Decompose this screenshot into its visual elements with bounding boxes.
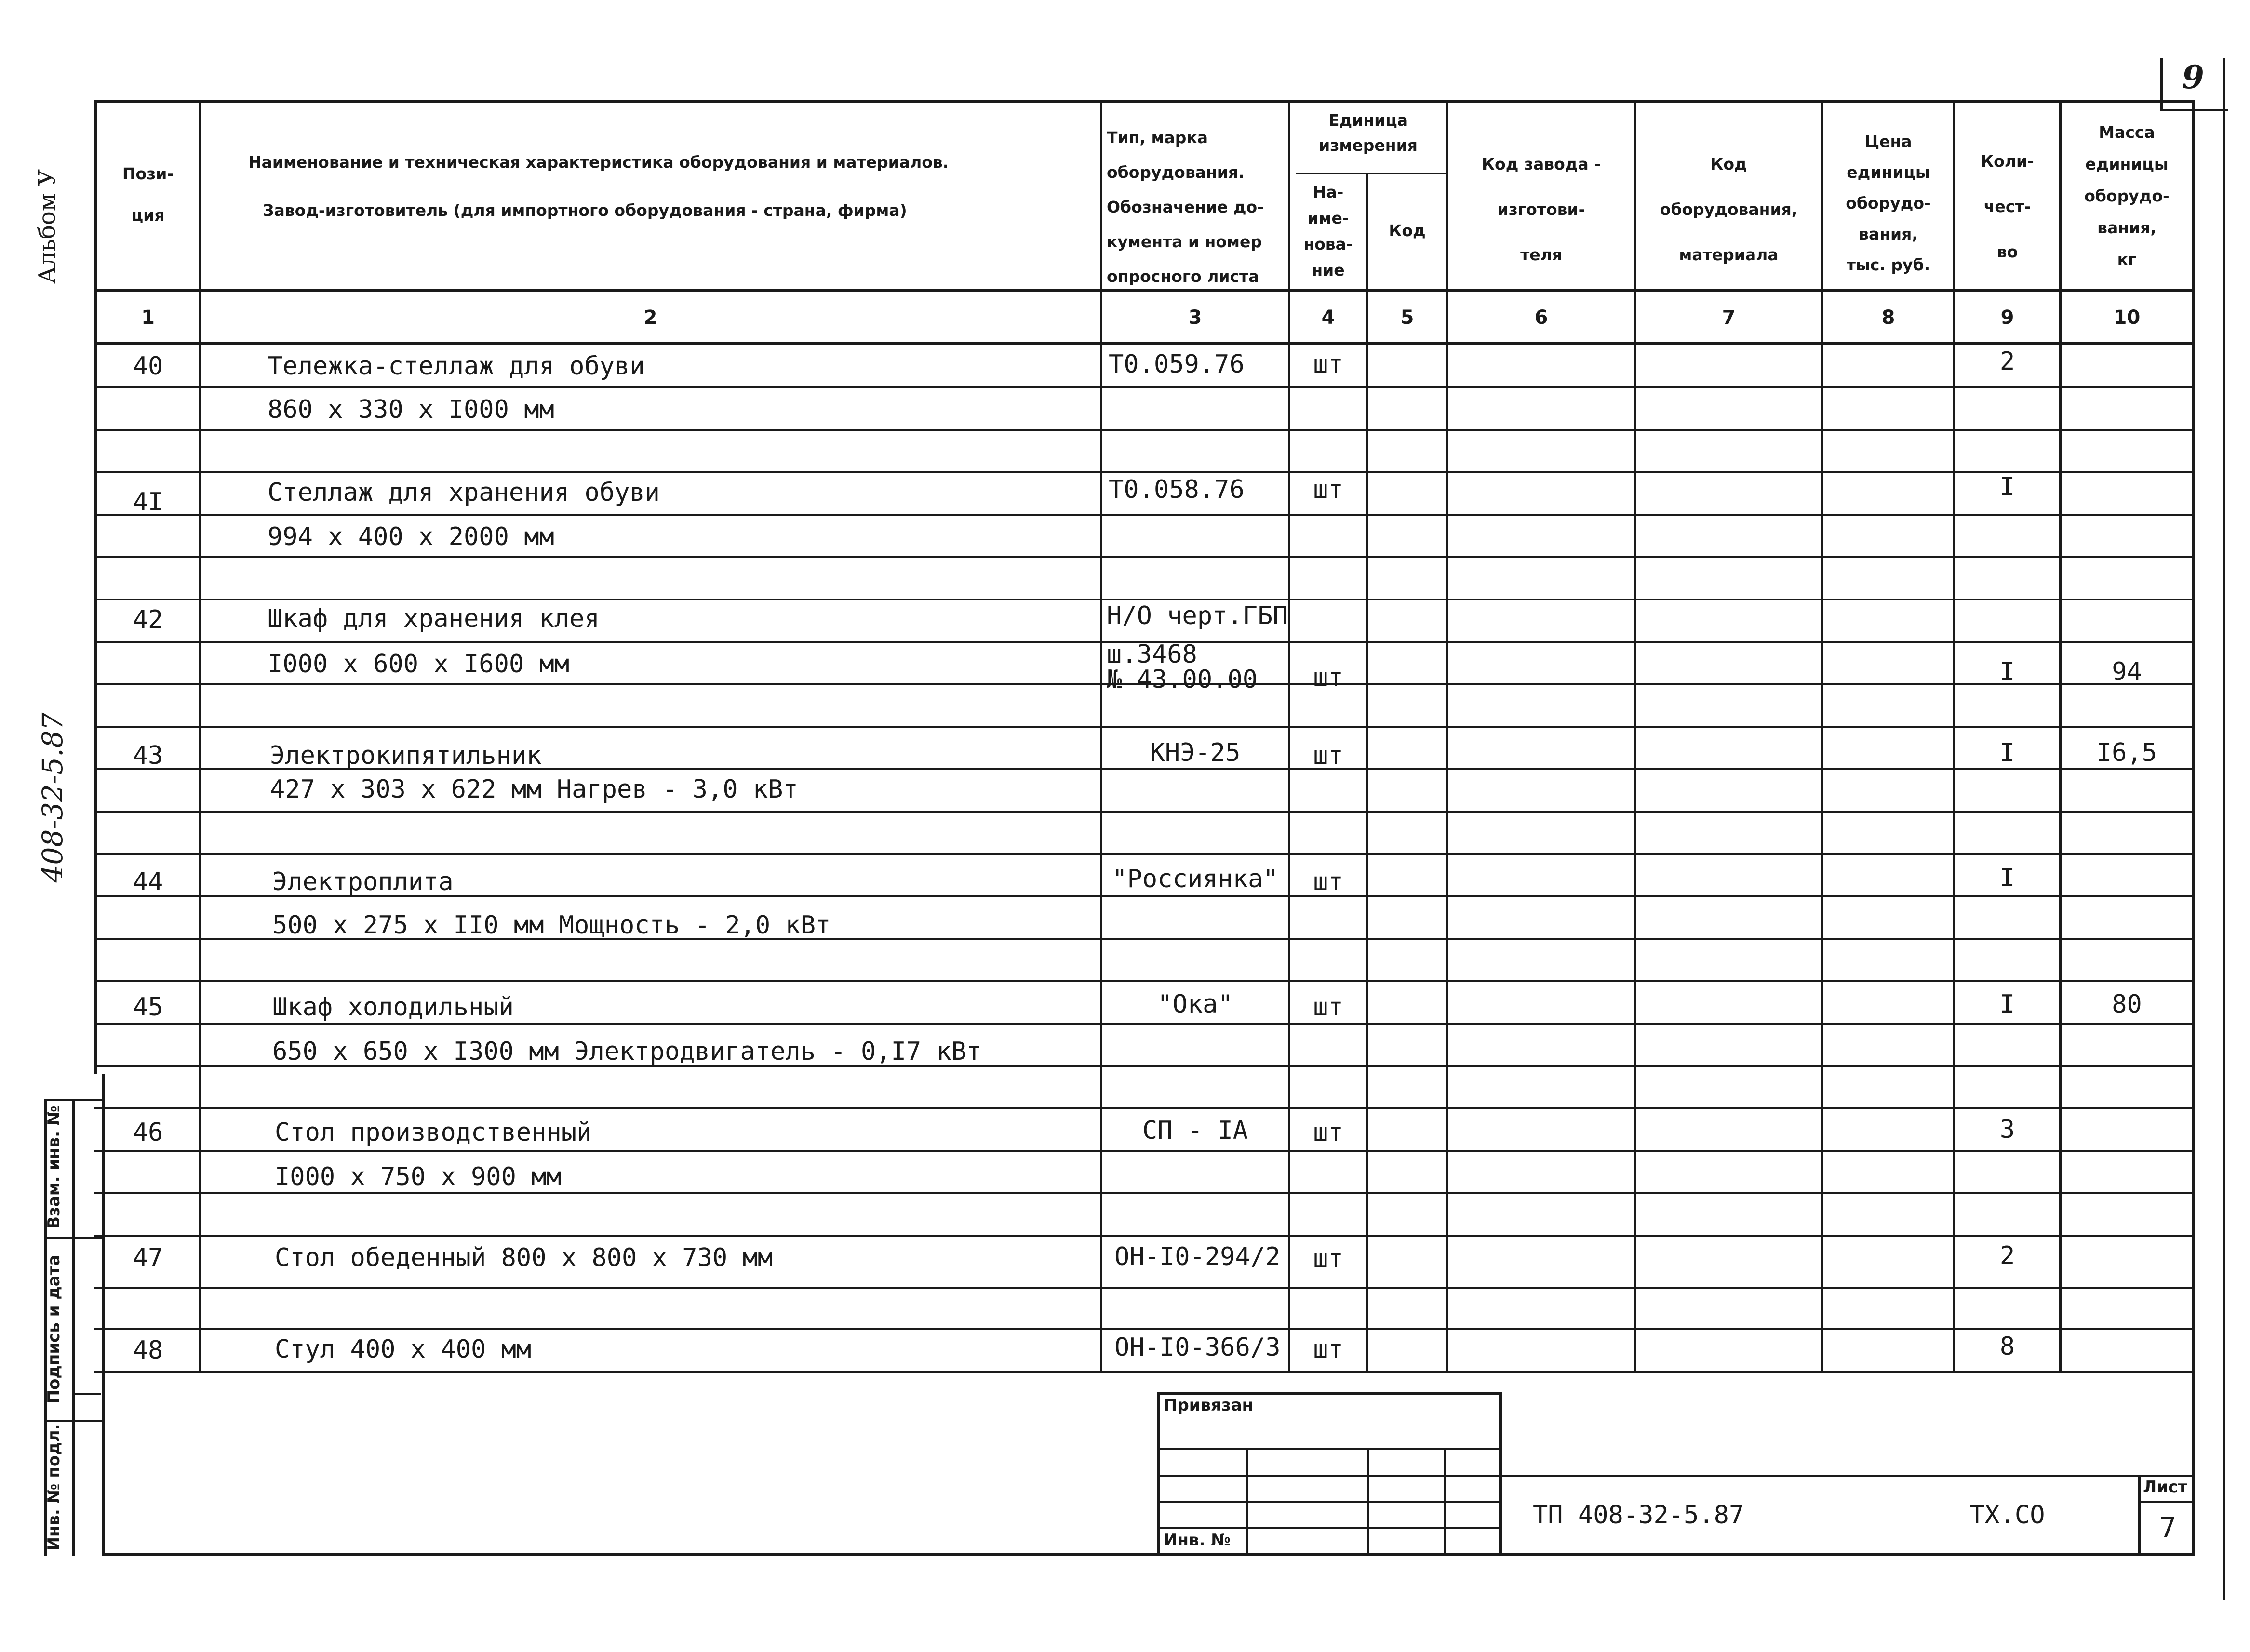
row-unit: шт [1313,993,1343,1022]
row-unit: шт [1313,867,1343,896]
row-type: "Ока" [1157,990,1233,1019]
frame-bottom-border [102,1553,2195,1556]
header-unit-code: Код [1389,221,1426,240]
row-unit: шт [1313,1118,1343,1147]
row-position: 45 [133,993,163,1022]
right-margin-line [2223,58,2225,1600]
row-name: Стол обеденный 800 х 800 х 730 мм [275,1243,773,1272]
row-quantity: I [1999,657,2015,686]
row-unit: шт [1313,1335,1343,1364]
title-block-border [1367,1448,1369,1553]
row-quantity: I [1999,738,2015,767]
album-label: Альбом У [34,169,61,284]
row-mass: 80 [2112,990,2142,1019]
row-type: ОН-I0-366/3 [1114,1333,1281,1362]
side-code: 408-32-5.87 [36,712,69,883]
title-block-border [1157,1475,1502,1477]
row-unit: шт [1313,663,1343,692]
title-block-border [1157,1448,1502,1450]
header-quantity: Коли- чест- во [1981,152,2034,261]
row-quantity: 3 [1999,1115,2015,1144]
row-mass: I6,5 [2096,738,2157,767]
header-position: Пози- ция [122,164,174,225]
row-type: Н/О черт.ГБП [1107,601,1288,630]
row-name: Стол производственный [275,1118,592,1147]
row-name: Шкаф холодильный [272,993,514,1022]
title-privyazan: Привязан [1164,1396,1254,1415]
header-factory-code: Код завода - изготови- теля [1482,155,1601,264]
row-type: "Россиянка" [1112,865,1278,893]
side-stamp-border [72,1099,75,1556]
column-number-7: 7 [1722,306,1736,329]
row-type: Т0.058.76 [1109,475,1245,504]
row-name: Шкаф для хранения клея [268,604,600,633]
row-unit: шт [1313,350,1343,379]
row-spec: 860 х 330 х I000 мм [268,395,554,424]
side-stamp-signature: Подпись и дата [44,1254,64,1404]
document-code: ТП 408-32-5.87 [1533,1501,1744,1530]
column-number-4: 4 [1321,306,1335,329]
row-unit: шт [1313,1244,1343,1273]
column-number-5: 5 [1400,306,1414,329]
col-line-10 [2192,100,2195,1556]
row-position: 48 [133,1336,163,1365]
header-type: Тип, марка оборудования. Обозначение до- кумента и номер опросного листа [1107,128,1264,286]
column-number-2: 2 [643,306,657,329]
header-price: Цена единицы оборудо- вания, тыс. руб. [1846,132,1931,274]
row-type-detail: ш.3468 № 43.00.00 [1107,640,1258,694]
title-inv-number: Инв. № [1164,1531,1231,1550]
column-number-6: 6 [1534,306,1548,329]
header-unit: Единица измерения [1319,111,1418,155]
row-position: 4I [133,488,163,517]
side-stamp-replacement: Взам. инв. № [44,1106,64,1229]
title-block-border [1157,1527,1502,1529]
row-mass: 94 [2112,657,2142,686]
row-line [94,853,2195,855]
row-quantity: 2 [1999,1241,2015,1270]
title-block-border [1246,1448,1248,1553]
header-name-line2: Завод-изготовитель (для импортного оборудования - страна, фирма) [263,201,907,220]
sheet-number: 7 [2159,1511,2176,1544]
column-number-1: 1 [141,306,155,329]
row-quantity: 8 [1999,1332,2015,1361]
row-spec: I000 х 750 х 900 мм [275,1162,562,1191]
row-position: 40 [133,352,163,381]
row-position: 43 [133,741,163,770]
row-quantity: I [1999,864,2015,893]
row-type: КНЭ-25 [1150,738,1241,767]
row-name: Стул 400 х 400 мм [275,1335,532,1364]
column-number-3: 3 [1188,306,1202,329]
column-number-10: 10 [2113,306,2141,329]
row-line [94,980,2195,982]
row-spec: 994 х 400 х 2000 мм [268,522,554,551]
column-number-9: 9 [2000,306,2014,329]
title-block-border [1499,1392,1502,1556]
side-stamp-tick [75,1393,101,1395]
row-line [94,1287,2195,1289]
row-spec: I000 х 600 х I600 мм [268,650,570,679]
row-name: Тележка-стеллаж для обуви [268,352,645,381]
title-block-border [1444,1448,1446,1553]
title-block-border [1157,1501,1502,1503]
sheet-label: Лист [2143,1478,2187,1497]
row-name: Электроплита [272,867,454,896]
row-quantity: I [1999,472,2015,501]
unit-subheader-border [1296,173,1446,174]
row-line [94,811,2195,813]
column-number-8: 8 [1881,306,1895,329]
row-line [94,726,2195,728]
col-line-0 [94,100,97,1074]
header-name-line1: Наименование и техническая характеристика оборудования и материалов. [248,153,949,172]
row-type: Т0.059.76 [1109,350,1245,379]
row-name: Электрокипятильник [270,741,542,770]
row-unit: шт [1313,475,1343,504]
header-mass: Масса единицы оборудо- вания, кг [2084,123,2170,269]
row-position: 47 [133,1243,163,1272]
row-position: 44 [133,867,163,896]
table-bottom-border [94,1371,2195,1373]
row-type: СП - IА [1142,1116,1248,1145]
side-stamp-border [44,1237,102,1239]
header-unit-name: На- име- нова- ние [1303,183,1353,280]
page-number: 9 [2182,58,2204,96]
row-quantity: I [1999,990,2015,1019]
row-position: 42 [133,605,163,634]
row-name: Стеллаж для хранения обуви [268,478,660,507]
row-quantity: 2 [1999,347,2015,376]
side-stamp-original-inv: Инв. № подл. [44,1424,64,1551]
row-spec: 650 х 650 х I300 мм Электродвигатель - 0,I7 кВт [272,1037,982,1066]
title-block-border [1157,1392,1160,1556]
title-block-border [1499,1475,2195,1477]
row-spec: 500 х 275 х II0 мм Мощность - 2,0 кВт [272,911,831,940]
document-mark: ТХ.СО [1969,1501,2045,1530]
row-unit: шт [1313,741,1343,770]
row-position: 46 [133,1118,163,1147]
table-top-border [94,100,2195,103]
title-block-border [1157,1392,1502,1395]
header-equipment-code: Код оборудования, материала [1660,155,1798,264]
row-type: ОН-I0-294/2 [1114,1242,1281,1271]
row-spec: 427 х 303 х 622 мм Нагрев - 3,0 кВт [270,775,798,804]
